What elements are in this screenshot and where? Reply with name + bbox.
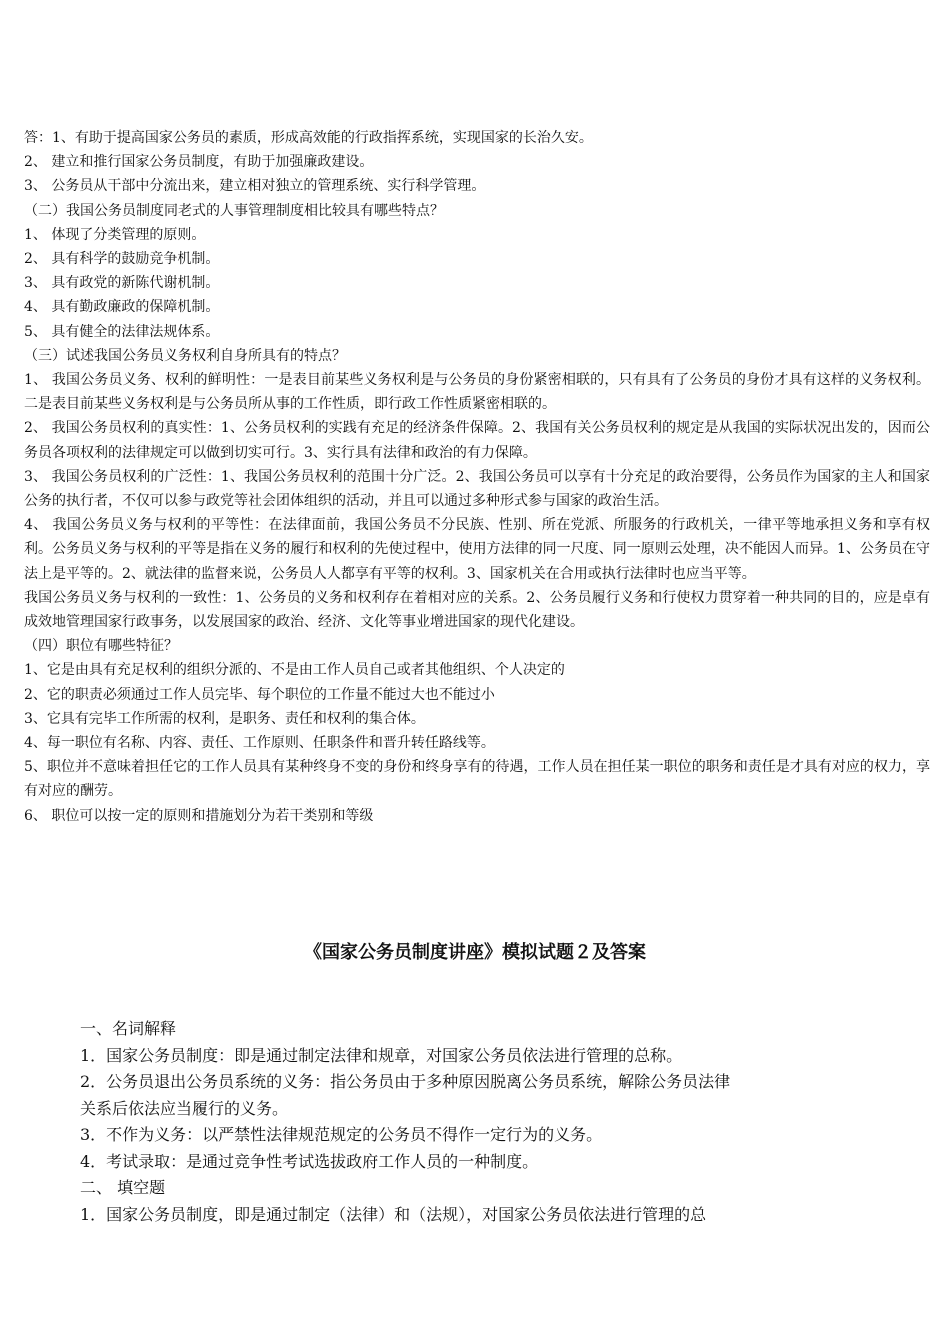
answer-paragraph: 3、 我国公务员权利的广泛性：1、我国公务员权利的范围十分广泛。2、我国公务员可以享有十分充足的政治要得，公务员作为国家的主人和国家公务的执行者，不仅可以参与政党等社会团体组织的活动，并且可以通过多种形式参与国家的政治生活。 <box>24 468 930 510</box>
exam-title: 《国家公务员制度讲座》模拟试题２及答案 <box>304 942 646 963</box>
definition-line: 2．公务员退出公务员系统的义务：指公务员由于多种原因脱离公务员系统，解除公务员法律 <box>80 1072 731 1091</box>
answer-paragraph: 5、职位并不意味着担任它的工作人员具有某种终身不变的身份和终身享有的待遇，工作人员在担任某一职位的职务和责任是才具有对应的权力，享有对应的酬劳。 <box>24 759 930 800</box>
answer-line: 2、 具有科学的鼓励竞争机制。 <box>24 251 220 268</box>
answer-line: 5、 具有健全的法律法规体系。 <box>24 323 220 340</box>
definition-line: 关系后依法应当履行的义务。 <box>80 1098 289 1118</box>
answer-paragraph: 1、 我国公务员义务、权利的鲜明性：一是表目前某些义务权利是与公务员的身份紧密相联的，只有具有了公务员的身份才具有这样的义务权利。二是表目前某些义务权利是与公务员所从事的工作性质，即行政工作性质紧密相联的。 <box>24 372 930 413</box>
answer-line: 6、 职位可以按一定的原则和措施划分为若干类别和等级 <box>24 807 374 824</box>
section-heading: 一、名词解释 <box>80 1019 177 1038</box>
definition-line: 3．不作为义务：以严禁性法律规范规定的公务员不得作一定行为的义务。 <box>80 1125 603 1144</box>
answer-line: 3、 具有政党的新陈代谢机制。 <box>24 275 220 292</box>
answer-line: 2、 建立和推行国家公务员制度，有助于加强廉政建设。 <box>24 154 374 171</box>
question-heading: （三）试述我国公务员义务权利自身所具有的特点？ <box>24 347 346 364</box>
answer-line: 1、它是由具有充足权利的组织分派的、不是由工作人员自己或者其他组织、个人决定的 <box>24 662 565 679</box>
answer-line: 4、 具有勤政廉政的保障机制。 <box>24 299 220 316</box>
definition-line: 1．国家公务员制度：即是通过制定法律和规章，对国家公务员依法进行管理的总称。 <box>80 1045 683 1065</box>
answer-paragraph: 4、 我国公务员义务与权利的平等性：在法律面前，我国公务员不分民族、性别、所在党派、所服务的行政机关，一律平等地承担义务和享有权利。公务员义务与权利的平等是指在义务的履行和权利的先使过程中，使用方法律的同一尺度、同一原则云处理，决不能因人而异。1、公务员在守法上是平等的。2、就法律的监督来说，公务员人人都享有平等的权利。3、国家机关在合用或执行法律时也应当平等。 <box>24 517 930 582</box>
answer-line: 1、 体现了分类管理的原则。 <box>24 226 206 243</box>
answers-section <box>24 126 930 828</box>
answer-line: 2、它的职责必须通过工作人员完毕、每个职位的工作量不能过大也不能过小 <box>24 686 495 703</box>
answer-paragraph: 2、 我国公务员权利的真实性：1、公务员权利的实践有充足的经济条件保障。2、我国有关公务员权利的规定是从我国的实际状况出发的，因而公务员各项权利的法律规定可以做到切实可行。3、实行具有法律和政治的有力保障。 <box>24 420 930 461</box>
exam-section <box>80 1016 860 1228</box>
section-heading: 二、 填空题 <box>80 1178 166 1197</box>
question-heading: （二）我国公务员制度同老式的人事管理制度相比较具有哪些特点？ <box>24 202 444 219</box>
answer-line: 答：1、有助于提高国家公务员的素质，形成高效能的行政指挥系统，实现国家的长治久安。 <box>24 130 593 146</box>
fill-blank-line: 1．国家公务员制度，即是通过制定（法律）和（法规），对国家公务员依法进行管理的总 <box>80 1204 707 1224</box>
definition-line: 4．考试录取：是通过竞争性考试选拔政府工作人员的一种制度。 <box>80 1151 539 1171</box>
answer-line: 4、每一职位有名称、内容、责任、工作原则、任职条件和晋升转任路线等。 <box>24 735 495 752</box>
answer-line: 3、 公务员从干部中分流出来，建立相对独立的管理系统、实行科学管理。 <box>24 178 486 195</box>
question-heading: （四）职位有哪些特征？ <box>24 638 178 655</box>
answer-line: 3、它具有完毕工作所需的权利，是职务、责任和权利的集合体。 <box>24 710 425 727</box>
answer-paragraph: 我国公务员义务与权利的一致性：1、公务员的义务和权利存在着相对应的关系。2、公务员履行义务和行使权力贯穿着一种共同的目的，应是卓有成效地管理国家行政事务，以发展国家的政治、经济、文化等事业增进国家的现代化建设。 <box>24 589 930 631</box>
